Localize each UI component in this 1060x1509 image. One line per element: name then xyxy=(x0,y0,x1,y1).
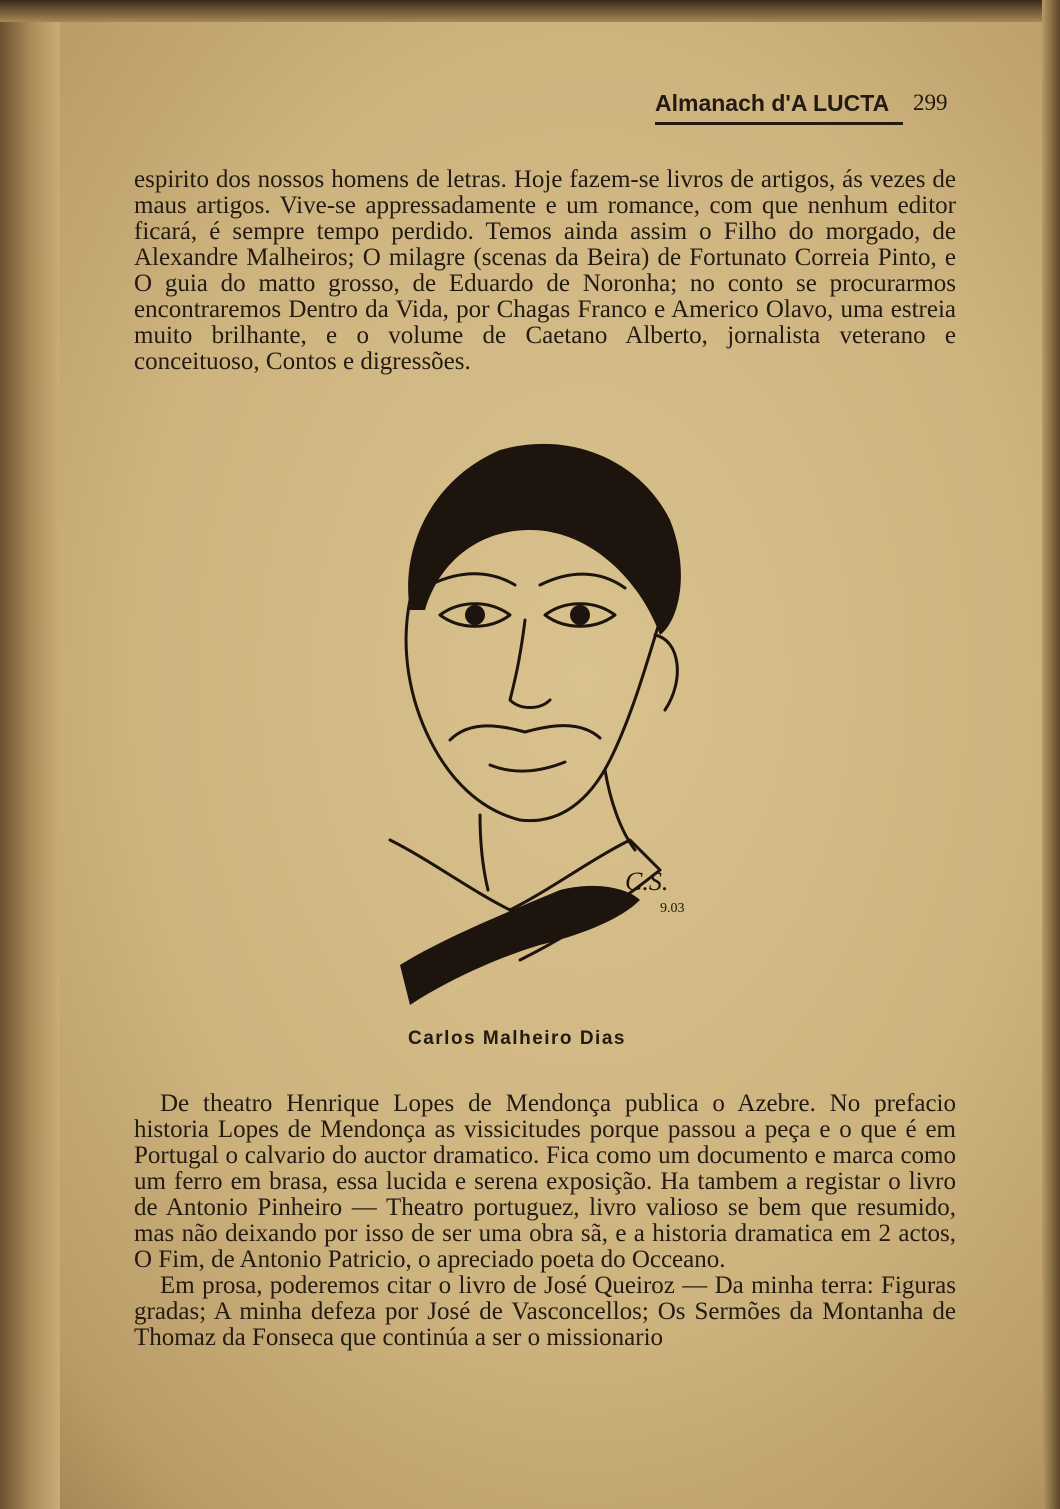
mustache xyxy=(450,726,600,740)
header-title: Almanach d'A LUCTA xyxy=(655,90,890,116)
left-brow xyxy=(430,574,515,585)
face-outline xyxy=(406,600,660,821)
paragraph: De theatro Henrique Lopes de Mendonça publica o Azebre. No prefacio historia Lopes de Mendonça as vissicitudes porque passou a peça e o que é em Portugal o calvario do auctor dramatico. Fica como um documento e marca como um ferro em brasa, essa lucida e serena exposição. Ha tambem a registar o livro de Antonio Pinheiro — Theatro portuguez, livro valioso se bem que resumido, mas não deixando por isso de ser uma obra sã, e a historia dramatica em 2 actos, O Fim, de Antonio Patricio, o apreciado poeta do Occeano. xyxy=(134,1090,956,1273)
caricature-illustration xyxy=(370,420,730,1020)
running-header xyxy=(655,86,955,126)
body-text-top xyxy=(134,167,956,375)
neck xyxy=(480,815,488,890)
paragraph: espirito dos nossos homens de letras. Hoje fazem-se livros de artigos, ás vezes de maus artigos. Vive-se appressadamente e um romance, com que nenhum editor ficará, é sempre tempo perdido. Temos ainda assim o Filho do morgado, de Alexandre Malheiros; O milagre (scenas da Beira) de Fortunato Correia Pinto, e O guia do matto grosso, de Eduardo de Noronha; no conto se procurarmos encontraremos Dentro da Vida, por Chagas Franco e Americo Olavo, uma estreia muito brilhante, e o volume de Caetano Alberto, jornalista veterano e conceituoso, Contos e digressões. xyxy=(134,166,956,375)
right-pupil xyxy=(570,605,590,625)
hair xyxy=(408,444,681,635)
body-text-bottom xyxy=(134,1091,956,1351)
paragraph: Em prosa, poderemos citar o livro de José Queiroz — Da minha terra: Figuras gradas; A minha defeza por José de Vasconcellos; Os Sermões da Montanha de Thomaz da Fonseca que continúa a ser o missionario xyxy=(134,1272,956,1351)
page-right-edge xyxy=(1042,0,1060,1509)
page-top-edge xyxy=(0,0,1060,22)
mouth xyxy=(490,762,565,771)
nose xyxy=(510,620,550,708)
header-rule xyxy=(655,122,903,125)
right-brow xyxy=(540,574,625,588)
date-mark: 9.03 xyxy=(660,901,685,916)
left-pupil xyxy=(465,605,485,625)
collar-lettering: DIAS xyxy=(445,970,477,995)
signature-mark: C.S. xyxy=(625,867,669,896)
left-ear xyxy=(655,635,677,710)
page-number: 299 xyxy=(913,90,948,115)
neck-right xyxy=(605,770,635,850)
illustration-caption: Carlos Malheiro Dias xyxy=(408,1028,626,1049)
page-gutter xyxy=(0,0,60,1509)
